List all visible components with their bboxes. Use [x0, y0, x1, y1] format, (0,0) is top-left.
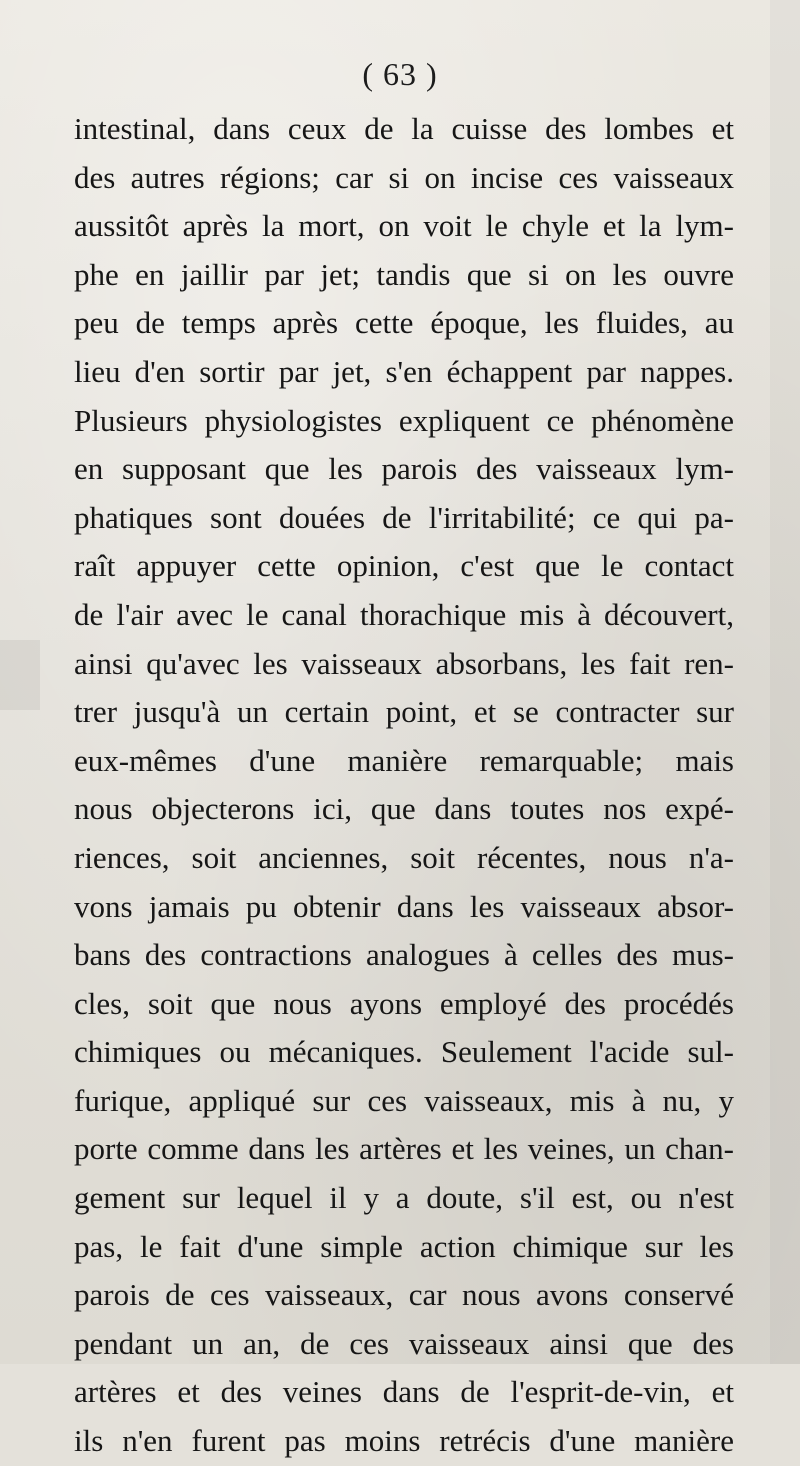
text-line: des autres régions; car si on incise ces vaisseaux	[74, 159, 734, 195]
text-line: phatiques sont douées de l'irritabilité; ce qui pa-	[74, 499, 734, 535]
text-line: porte comme dans les artères et les veines, un chan-	[74, 1131, 734, 1167]
text-line: ainsi qu'avec les vaisseaux absorbans, les fait ren-	[74, 645, 734, 681]
text-line: gement sur lequel il y a doute, s'il est, ou n'est	[74, 1180, 734, 1216]
body-text	[74, 105, 734, 1466]
text-line: chimiques ou mécaniques. Seulement l'acide sul-	[74, 1034, 734, 1070]
scan-smudge	[770, 0, 800, 1364]
text-line: aussitôt après la mort, on voit le chyle et la lym-	[74, 208, 734, 244]
text-line: eux-mêmes d'une manière remarquable; mais	[74, 742, 734, 778]
text-line: en supposant que les parois des vaisseaux lym-	[74, 451, 734, 487]
text-line: nous objecterons ici, que dans toutes nos expé-	[74, 791, 734, 827]
text-line: phe en jaillir par jet; tandis que si on les ouvre	[74, 256, 734, 292]
text-line: riences, soit anciennes, soit récentes, nous n'a-	[74, 839, 734, 875]
text-line: pas, le fait d'une simple action chimique sur les	[74, 1228, 734, 1264]
text-line: trer jusqu'à un certain point, et se contracter sur	[74, 694, 734, 730]
text-line: pendant un an, de ces vaisseaux ainsi que des	[74, 1325, 734, 1361]
text-line: parois de ces vaisseaux, car nous avons conservé	[74, 1277, 734, 1313]
text-line: cles, soit que nous ayons employé des procédés	[74, 985, 734, 1021]
text-line: furique, appliqué sur ces vaisseaux, mis à nu, y	[74, 1082, 734, 1118]
scan-smudge	[0, 640, 40, 710]
text-line: peu de temps après cette époque, les fluides, au	[74, 305, 734, 341]
text-line: intestinal, dans ceux de la cuisse des lombes et	[74, 111, 734, 146]
text-line: lieu d'en sortir par jet, s'en échappent par nappes.	[74, 353, 734, 389]
text-line: artères et des veines dans de l'esprit-de-vin, et	[74, 1374, 734, 1410]
text-line: ils n'en furent pas moins retrécis d'une manière	[74, 1423, 734, 1459]
text-line: Plusieurs physiologistes expliquent ce phénomène	[74, 402, 734, 438]
text-line: raît appuyer cette opinion, c'est que le contact	[74, 548, 734, 584]
text-line: bans des contractions analogues à celles des mus-	[74, 937, 734, 973]
text-line: de l'air avec le canal thorachique mis à découvert,	[74, 596, 734, 632]
text-line: vons jamais pu obtenir dans les vaisseaux absor-	[74, 888, 734, 924]
page-number: ( 63 )	[362, 56, 438, 92]
